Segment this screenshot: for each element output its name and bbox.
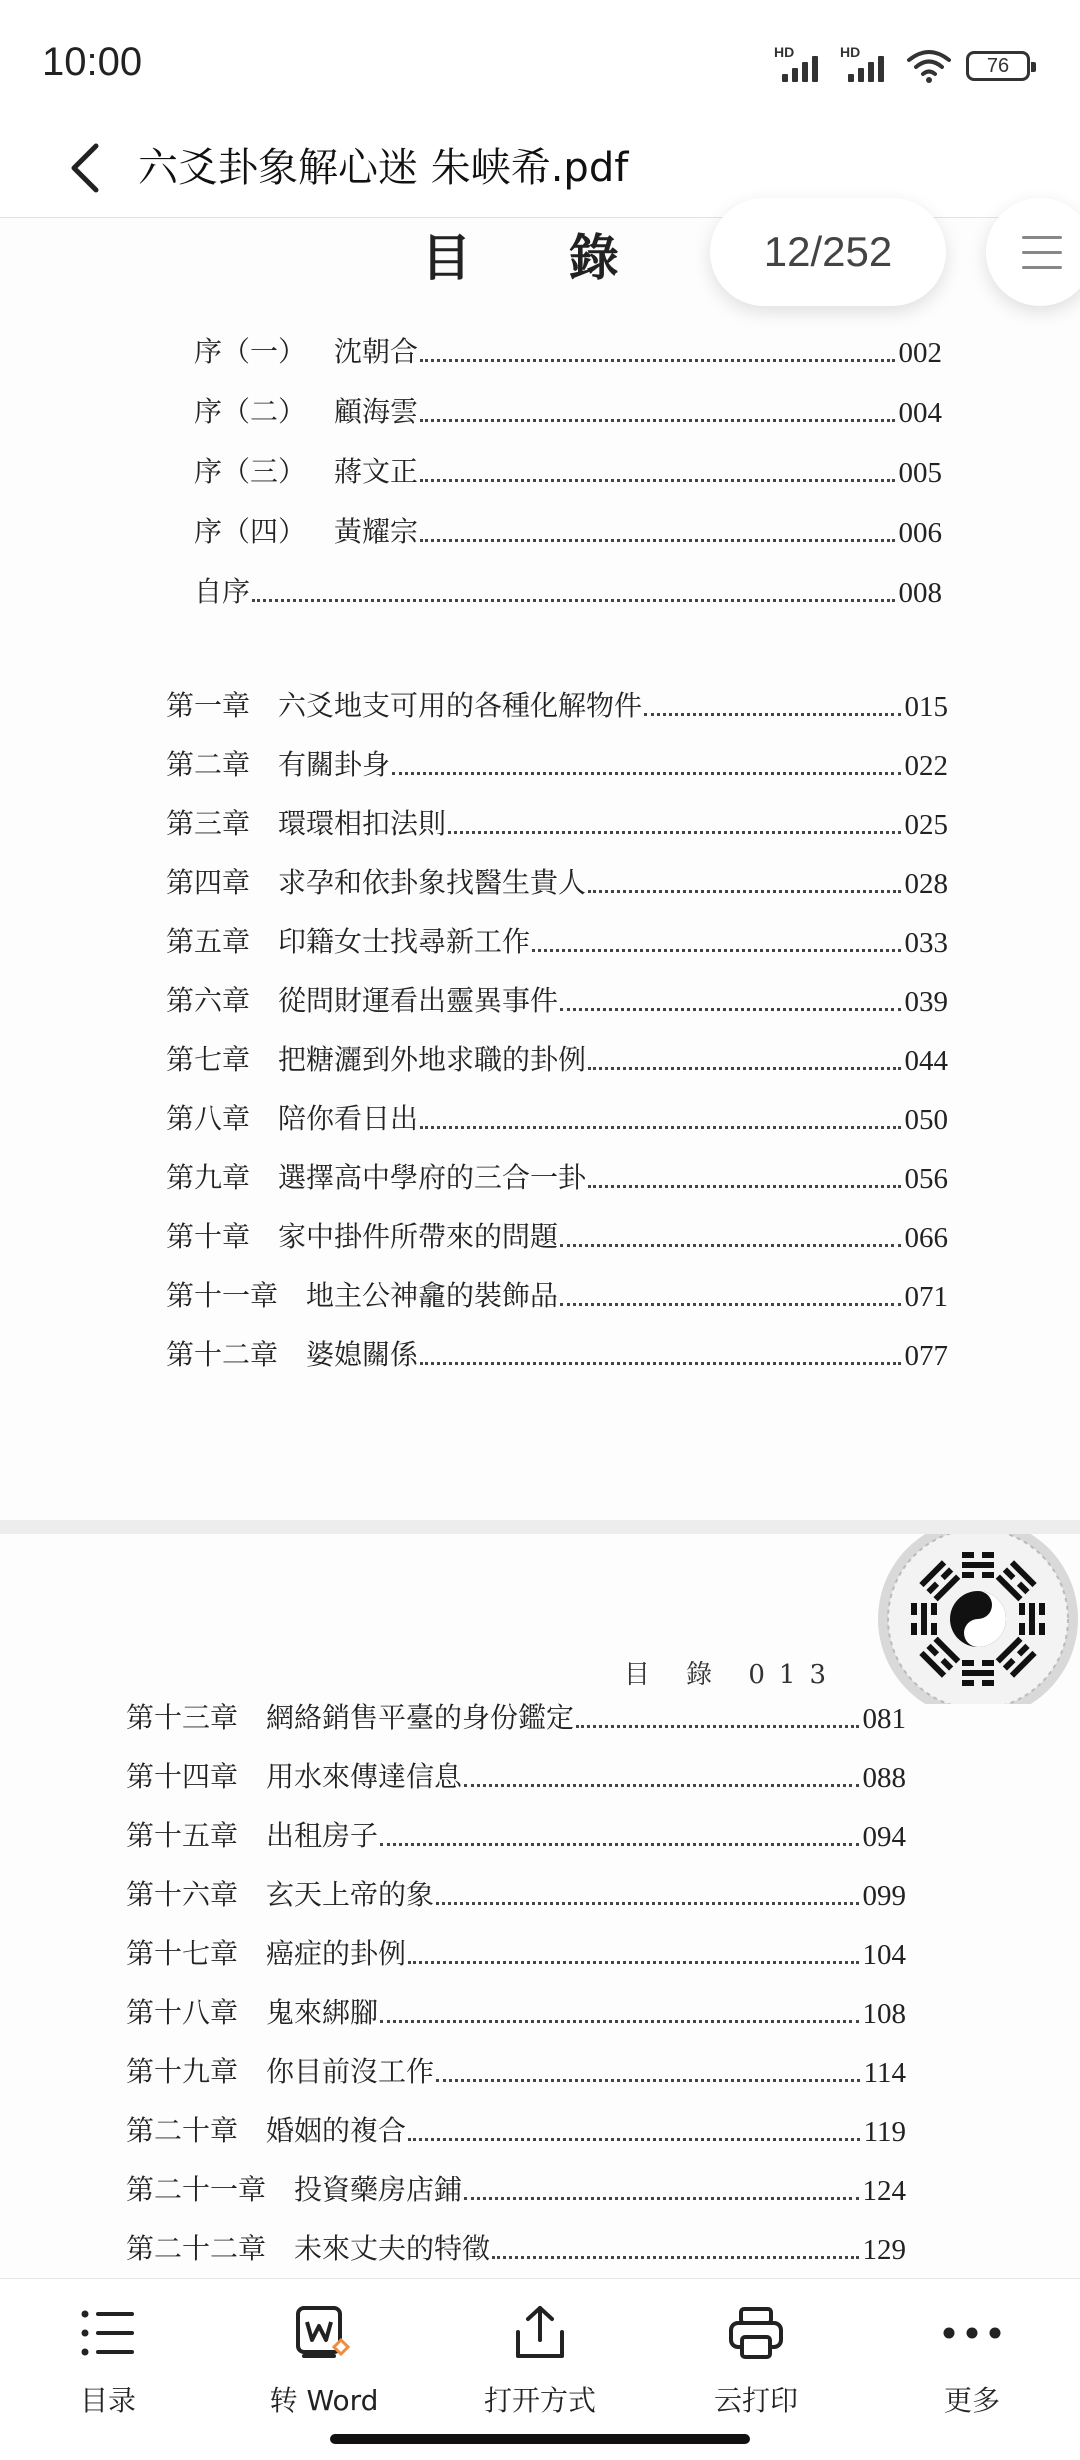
- toc-entry-title: 六爻地支可用的各種化解物件: [278, 689, 643, 722]
- toc-page-number: 088: [862, 1762, 906, 1794]
- more-icon: [940, 2301, 1004, 2365]
- toc-leader-dots: [436, 1902, 858, 1905]
- toc-page-number: 050: [904, 1104, 948, 1136]
- toolbar-label: 云打印: [713, 2384, 798, 2417]
- document-viewer[interactable]: [0, 218, 1080, 2280]
- toc-entry[interactable]: [166, 1215, 948, 1255]
- toc-chapter-number: 第七章: [166, 1043, 251, 1076]
- toc-page-number: 028: [904, 868, 948, 900]
- toc-page-number: 081: [862, 1703, 906, 1735]
- toc-entry-title: 從問財運看出靈異事件: [278, 984, 559, 1017]
- toc-page-number: 006: [898, 517, 942, 549]
- toc-chapter-number: 第八章: [166, 1102, 251, 1135]
- toc-leader-dots: [252, 599, 894, 602]
- pdf-page: [0, 218, 1080, 1520]
- word-convert-icon: [292, 2301, 356, 2365]
- toc-entry-title: 家中掛件所帶來的問題: [278, 1220, 559, 1253]
- toc-entry[interactable]: [194, 330, 942, 370]
- toc-leader-dots: [392, 772, 900, 775]
- toc-chapter-number: 第十四章: [126, 1760, 239, 1793]
- toc-entry-title: 黃耀宗: [334, 515, 419, 548]
- toc-entry[interactable]: [126, 2050, 906, 2090]
- toc-entry[interactable]: [126, 1873, 906, 1913]
- toc-chapter-number: 第六章: [166, 984, 251, 1017]
- toc-entry-title: 求孕和依卦象找醫生貴人: [278, 866, 587, 899]
- toc-entry[interactable]: [126, 1932, 906, 1972]
- toc-chapter-number: 自序: [194, 575, 251, 608]
- toc-leader-dots: [420, 359, 894, 362]
- printer-icon: [724, 2301, 788, 2365]
- toolbar-word-button[interactable]: [244, 2293, 404, 2423]
- toc-entry-title: 婚姻的複合: [266, 2114, 407, 2147]
- toc-page-number: 008: [898, 577, 942, 609]
- signal-icon: HD: [774, 46, 826, 86]
- toc-leader-dots: [464, 2197, 858, 2200]
- toc-entry[interactable]: [126, 1991, 906, 2031]
- toc-leader-dots: [420, 1126, 900, 1129]
- toc-entry-title: 陪你看日出: [278, 1102, 419, 1135]
- toc-chapter-number: 第二章: [166, 748, 251, 781]
- hamburger-icon: [1022, 236, 1062, 281]
- toc-page-number: 002: [898, 337, 942, 369]
- toc-leader-dots: [408, 2138, 860, 2141]
- page-header: 目 錄 013: [623, 1660, 840, 1690]
- toc-chapter-number: 第十二章: [166, 1338, 279, 1371]
- toc-page-number: 129: [862, 2234, 906, 2266]
- toc-page-number: 066: [904, 1222, 948, 1254]
- toc-chapter-number: 第二十章: [126, 2114, 239, 2147]
- wifi-icon: [906, 48, 952, 84]
- toc-entry[interactable]: [166, 1274, 948, 1314]
- toc-entry[interactable]: [194, 570, 942, 610]
- toc-entry-title: 玄天上帝的象: [266, 1878, 435, 1911]
- toc-entry-title: 地主公神龕的裝飾品: [306, 1279, 559, 1312]
- toc-entry-title: 未來丈夫的特徵: [294, 2232, 491, 2265]
- toc-chapter-number: 序（四）: [194, 515, 307, 548]
- title-bar: [0, 118, 1080, 218]
- toc-leader-dots: [588, 1185, 900, 1188]
- toc-entry-title: 出租房子: [266, 1819, 379, 1852]
- toc-entry[interactable]: [126, 2109, 906, 2149]
- toc-entry[interactable]: [166, 743, 948, 783]
- toc-entry[interactable]: [126, 1814, 906, 1854]
- toc-page-number: 033: [904, 927, 948, 959]
- toolbar-label: 更多: [943, 2384, 1000, 2417]
- toc-entry[interactable]: [194, 450, 942, 490]
- toc-page-number: 039: [904, 986, 948, 1018]
- toc-page-number: 056: [904, 1163, 948, 1195]
- toc-entry[interactable]: [166, 802, 948, 842]
- toc-entry-title: 選擇高中學府的三合一卦: [278, 1161, 587, 1194]
- toolbar-label: 转 Word: [269, 2384, 379, 2417]
- toc-entry[interactable]: [126, 2227, 906, 2267]
- signal-icon: HD: [840, 46, 892, 86]
- toc-chapter-number: 第四章: [166, 866, 251, 899]
- toc-leader-dots: [420, 479, 894, 482]
- toc-page-number: 124: [862, 2175, 906, 2207]
- toolbar-label: 目录: [79, 2384, 136, 2417]
- toc-page-number: 015: [904, 691, 948, 723]
- toc-page-number: 044: [904, 1045, 948, 1077]
- toc-entry[interactable]: [166, 684, 948, 724]
- toc-page-number: 114: [863, 2057, 906, 2089]
- toc-leader-dots: [420, 539, 894, 542]
- toc-chapter-number: 序（二）: [194, 395, 307, 428]
- toc-chapter-number: 第九章: [166, 1161, 251, 1194]
- toc-chapter-number: 第十八章: [126, 1996, 239, 2029]
- toc-entry-title: 環環相扣法則: [278, 807, 447, 840]
- toc-entry[interactable]: [166, 861, 948, 901]
- toc-entry[interactable]: [166, 920, 948, 960]
- bottom-toolbar: [0, 2278, 1080, 2460]
- toc-entry-title: 用水來傳達信息: [266, 1760, 463, 1793]
- back-button[interactable]: [56, 138, 116, 198]
- toc-leader-dots: [576, 1725, 858, 1728]
- toc-page-number: 025: [904, 809, 948, 841]
- toc-page-number: 108: [862, 1998, 906, 2030]
- toc-entry[interactable]: [194, 510, 942, 550]
- toc-page-number: 004: [898, 397, 942, 429]
- home-indicator[interactable]: [330, 2434, 750, 2444]
- toc-page-number: 022: [904, 750, 948, 782]
- toc-entry[interactable]: [194, 390, 942, 430]
- toolbar-toc-button[interactable]: [28, 2293, 188, 2423]
- toc-entry[interactable]: [126, 1696, 906, 1736]
- toc-chapter-number: 第十一章: [166, 1279, 279, 1312]
- toc-entry-title: 把糖灑到外地求職的卦例: [278, 1043, 587, 1076]
- toc-leader-dots: [560, 1244, 900, 1247]
- toc-chapter-number: 第十五章: [126, 1819, 239, 1852]
- toc-chapter-number: 序（一）: [194, 335, 307, 368]
- toc-entry[interactable]: [126, 2168, 906, 2208]
- toolbar-open-with-button[interactable]: [460, 2293, 620, 2423]
- status-time: 10:00: [42, 40, 143, 84]
- toc-leader-dots: [588, 890, 900, 893]
- toc-entry-title: 有關卦身: [278, 748, 391, 781]
- toc-page-number: 119: [863, 2116, 906, 2148]
- toc-page-number: 071: [904, 1281, 948, 1313]
- toc-chapter-number: 第二十一章: [126, 2173, 267, 2206]
- toc-chapter-number: 第十三章: [126, 1701, 239, 1734]
- pdf-page: [0, 1534, 1080, 2280]
- toc-entry-title: 鬼來綁腳: [266, 1996, 379, 2029]
- document-title: 六爻卦象解心迷 朱峡希.pdf: [138, 145, 629, 191]
- toc-entry[interactable]: [166, 979, 948, 1019]
- toc-leader-dots: [436, 2079, 860, 2082]
- toolbar-print-button[interactable]: [676, 2293, 836, 2423]
- toc-chapter-number: 第五章: [166, 925, 251, 958]
- battery-icon: 76: [966, 51, 1030, 81]
- toc-chapter-number: 第十章: [166, 1220, 251, 1253]
- toc-leader-dots: [380, 1843, 858, 1846]
- toolbar-more-button[interactable]: [892, 2293, 1052, 2423]
- toc-leader-dots: [560, 1303, 900, 1306]
- toc-leader-dots: [420, 419, 894, 422]
- toc-entry-title: 沈朝合: [334, 335, 419, 368]
- toc-chapter-number: 第十九章: [126, 2055, 239, 2088]
- toc-entry[interactable]: [166, 1038, 948, 1078]
- list-icon: [76, 2301, 140, 2365]
- toc-entry-title: 投資藥房店鋪: [294, 2173, 463, 2206]
- toc-chapter-number: 第十六章: [126, 1878, 239, 1911]
- page-indicator[interactable]: 12/252: [710, 198, 946, 306]
- toc-chapter-number: 第一章: [166, 689, 251, 722]
- toc-page-number: 099: [862, 1880, 906, 1912]
- toc-chapter-number: 第三章: [166, 807, 251, 840]
- toc-leader-dots: [380, 2020, 858, 2023]
- status-icons: [774, 46, 1030, 86]
- toc-leader-dots: [560, 1008, 900, 1011]
- toc-leader-dots: [448, 831, 900, 834]
- toc-leader-dots: [588, 1067, 900, 1070]
- toc-chapter-number: 第二十二章: [126, 2232, 267, 2265]
- toc-leader-dots: [420, 1362, 900, 1365]
- toc-entry-title: 癌症的卦例: [266, 1937, 407, 1970]
- bagua-emblem: [850, 1534, 1080, 1704]
- toc-leader-dots: [408, 1961, 858, 1964]
- toc-leader-dots: [644, 713, 900, 716]
- toc-leader-dots: [464, 1784, 858, 1787]
- toc-entry[interactable]: [166, 1097, 948, 1137]
- toc-entry[interactable]: [166, 1333, 948, 1373]
- toc-page-number: 005: [898, 457, 942, 489]
- toc-chapter-number: 序（三）: [194, 455, 307, 488]
- toc-page-number: 077: [904, 1340, 948, 1372]
- toc-leader-dots: [492, 2256, 858, 2259]
- toc-entry-title: 顧海雲: [334, 395, 419, 428]
- status-bar: [0, 0, 1080, 130]
- toolbar-label: 打开方式: [483, 2384, 596, 2417]
- toc-heading: 目 錄: [421, 228, 659, 287]
- toc-leader-dots: [532, 949, 900, 952]
- toc-entry-title: 你目前沒工作: [266, 2055, 435, 2088]
- toc-page-number: 094: [862, 1821, 906, 1853]
- toc-entry-title: 印籍女士找尋新工作: [278, 925, 531, 958]
- toc-entry-title: 蔣文正: [334, 455, 419, 488]
- toc-page-number: 104: [862, 1939, 906, 1971]
- back-arrow-icon: [66, 140, 106, 196]
- share-icon: [508, 2301, 572, 2365]
- toc-entry-title: 婆媳關係: [306, 1338, 419, 1371]
- toc-entry-title: 網絡銷售平臺的身份鑑定: [266, 1701, 575, 1734]
- toc-entry[interactable]: [166, 1156, 948, 1196]
- toc-chapter-number: 第十七章: [126, 1937, 239, 1970]
- toc-entry[interactable]: [126, 1755, 906, 1795]
